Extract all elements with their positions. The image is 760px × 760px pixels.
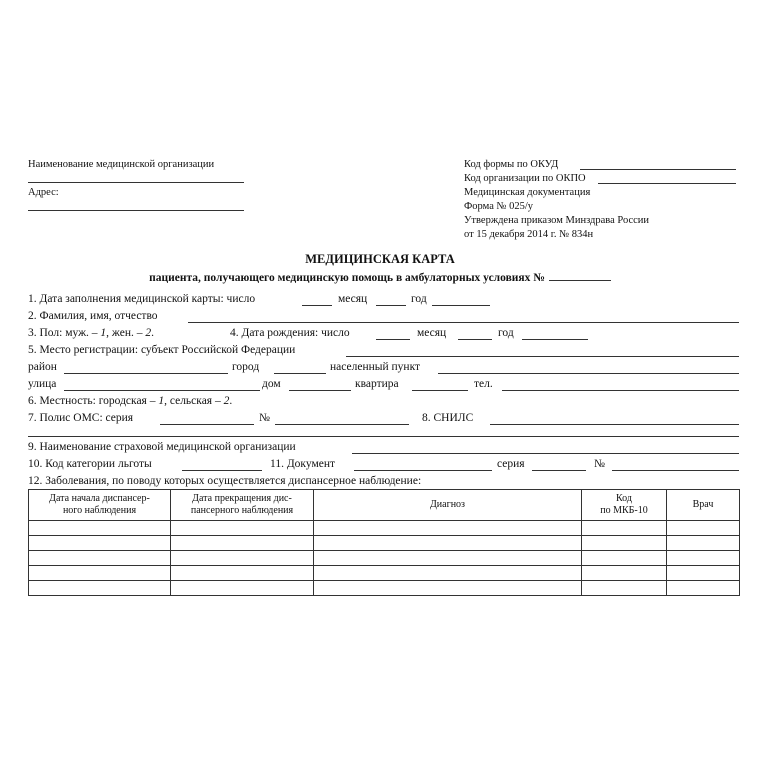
- table-cell[interactable]: [582, 581, 667, 596]
- form-number: Форма № 025/у: [464, 201, 534, 212]
- table-cell[interactable]: [29, 521, 171, 536]
- street-label: улица: [28, 378, 57, 390]
- field-11-number-label: №: [594, 458, 605, 470]
- field-3-male-code: 1: [100, 327, 107, 339]
- table-cell[interactable]: [314, 536, 582, 551]
- table-cell[interactable]: [171, 551, 314, 566]
- field-1-month-label: месяц: [338, 293, 368, 305]
- table-row: [29, 551, 740, 566]
- field-12-label: 12. Заболевания, по поводу которых осуществляется диспансерное наблюдение:: [28, 475, 422, 487]
- field-11-label: 11. Документ: [270, 458, 336, 470]
- table-cell[interactable]: [667, 566, 740, 581]
- table-cell[interactable]: [29, 581, 171, 596]
- approved-text-1: Утверждена приказом Минздрава России: [464, 215, 650, 226]
- approved-text-2: от 15 декабря 2014 г. № 834н: [464, 229, 594, 240]
- col-doctor: Врач: [667, 490, 740, 521]
- apartment-line[interactable]: [412, 390, 468, 391]
- table-cell[interactable]: [171, 521, 314, 536]
- field-3-label: [28, 326, 154, 340]
- field-4-label: 4. Дата рождения: число: [230, 327, 350, 339]
- table-cell[interactable]: [29, 551, 171, 566]
- field-9-label: 9. Наименование страховой медицинской организации: [28, 441, 296, 453]
- dispensary-table: [28, 489, 740, 596]
- table-row: [29, 521, 740, 536]
- table-row: [29, 536, 740, 551]
- table-cell[interactable]: [171, 581, 314, 596]
- table-cell[interactable]: [582, 536, 667, 551]
- table-cell[interactable]: [582, 521, 667, 536]
- fill-date-year-line[interactable]: [432, 305, 490, 306]
- okpo-line[interactable]: [598, 183, 736, 184]
- table-cell[interactable]: [667, 581, 740, 596]
- document-number-line[interactable]: [612, 470, 739, 471]
- field-7-number-label: №: [259, 412, 270, 424]
- birth-day-line[interactable]: [376, 339, 410, 340]
- okpo-label: Код организации по ОКПО: [464, 173, 586, 184]
- field-6-rural-code: 2: [223, 395, 230, 407]
- city-label: город: [232, 361, 260, 373]
- col-icd-code: Код по МКБ-10: [582, 490, 667, 521]
- med-doc-text: Медицинская документация: [464, 187, 591, 198]
- document-line[interactable]: [354, 470, 492, 471]
- region-line[interactable]: [346, 356, 739, 357]
- settlement-line[interactable]: [438, 373, 739, 374]
- birth-month-line[interactable]: [458, 339, 492, 340]
- table-row: [29, 581, 740, 596]
- city-line[interactable]: [274, 373, 326, 374]
- field-1-label: 1. Дата заполнения медицинской карты: число: [28, 293, 256, 305]
- field-6-prefix: 6. Местность: городская –: [28, 395, 156, 407]
- form-subtitle-text: пациента, получающего медицинскую помощь в амбулаторных условиях №: [149, 272, 545, 284]
- table-cell[interactable]: [667, 551, 740, 566]
- field-6-mid: , сельская –: [164, 395, 221, 407]
- table-cell[interactable]: [314, 566, 582, 581]
- table-cell[interactable]: [29, 536, 171, 551]
- field-3-prefix: 3. Пол: муж. –: [28, 327, 98, 339]
- table-cell[interactable]: [314, 581, 582, 596]
- house-line[interactable]: [289, 390, 351, 391]
- field-4-year-label: год: [498, 327, 514, 339]
- table-cell[interactable]: [314, 521, 582, 536]
- field-6-end: .: [229, 395, 233, 407]
- district-line[interactable]: [64, 373, 228, 374]
- table-cell[interactable]: [582, 566, 667, 581]
- okud-line[interactable]: [580, 169, 736, 170]
- apartment-label: квартира: [355, 378, 399, 390]
- table-cell[interactable]: [582, 551, 667, 566]
- field-5-label: 5. Место регистрации: субъект Российской Федерации: [28, 344, 296, 356]
- field-2-label: 2. Фамилия, имя, отчество: [28, 310, 158, 322]
- col-start-date: Дата начала диспансер- ного наблюдения: [29, 490, 171, 521]
- table-header-row: [29, 490, 740, 521]
- settlement-label: населенный пункт: [330, 361, 421, 373]
- full-name-line[interactable]: [188, 322, 739, 323]
- org-name-label: Наименование медицинской организации: [28, 159, 215, 170]
- snils-line[interactable]: [490, 424, 739, 425]
- fill-date-month-line[interactable]: [376, 305, 406, 306]
- field-11-series-label: серия: [497, 458, 525, 470]
- table-cell[interactable]: [29, 566, 171, 581]
- document-series-line[interactable]: [532, 470, 586, 471]
- oms-number-line[interactable]: [275, 424, 409, 425]
- field-6-urban-code: 1: [158, 395, 165, 407]
- blank-line[interactable]: [28, 436, 739, 437]
- table-cell[interactable]: [171, 566, 314, 581]
- form-title: МЕДИЦИНСКАЯ КАРТА: [305, 252, 455, 266]
- table-cell[interactable]: [171, 536, 314, 551]
- col-diagnosis: Диагноз: [314, 490, 582, 521]
- table-row: [29, 566, 740, 581]
- street-line[interactable]: [64, 390, 260, 391]
- fill-date-day-line[interactable]: [302, 305, 332, 306]
- phone-line[interactable]: [502, 390, 739, 391]
- form-subtitle: [0, 268, 760, 284]
- col-end-date: Дата прекращения дис- пансерного наблюдения: [171, 490, 314, 521]
- field-3-end: .: [151, 327, 154, 339]
- card-number-line[interactable]: [549, 268, 611, 281]
- field-4-month-label: месяц: [417, 327, 447, 339]
- benefit-code-line[interactable]: [182, 470, 262, 471]
- field-10-label: 10. Код категории льготы: [28, 458, 152, 470]
- district-label: район: [28, 361, 57, 373]
- phone-label: тел.: [474, 378, 493, 390]
- house-label: дом: [262, 378, 281, 390]
- table-cell[interactable]: [314, 551, 582, 566]
- field-3-mid: , жен. –: [106, 327, 143, 339]
- table-cell[interactable]: [667, 521, 740, 536]
- org-name-line[interactable]: [28, 182, 244, 183]
- field-7-label: 7. Полис ОМС: серия: [28, 412, 134, 424]
- field-8-label: 8. СНИЛС: [422, 412, 474, 424]
- table-cell[interactable]: [667, 536, 740, 551]
- okud-label: Код формы по ОКУД: [464, 159, 559, 170]
- field-1-year-label: год: [411, 293, 427, 305]
- address-line[interactable]: [28, 210, 244, 211]
- address-label: Адрес:: [28, 187, 59, 198]
- field-6-label: [28, 394, 232, 408]
- birth-year-line[interactable]: [522, 339, 588, 340]
- field-3-female-code: 2: [145, 327, 152, 339]
- oms-series-line[interactable]: [160, 424, 254, 425]
- insurer-line[interactable]: [352, 453, 739, 454]
